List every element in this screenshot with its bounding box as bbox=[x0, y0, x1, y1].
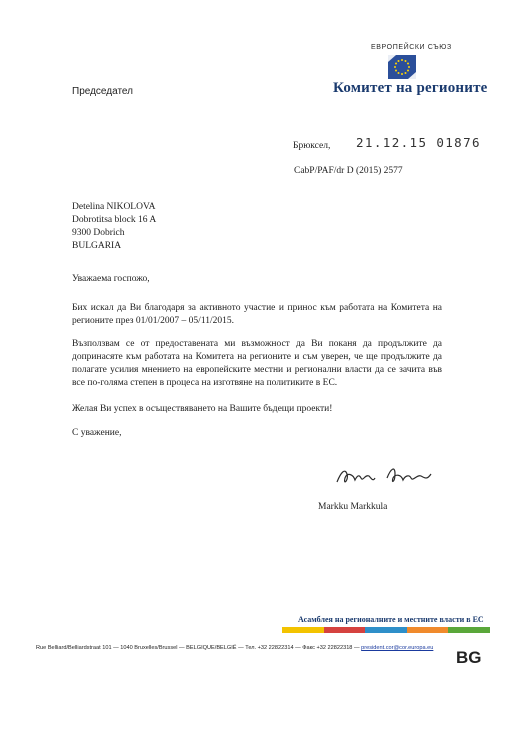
assembly-tagline: Асамблея на регионалните и местните власти в ЕС bbox=[298, 615, 484, 624]
recipient-name: Detelina NIKOLOVA bbox=[72, 202, 156, 212]
closing: С уважение, bbox=[72, 428, 122, 438]
signer-name: Markku Markkula bbox=[318, 502, 388, 512]
recipient-street: Dobrotitsa block 16 A bbox=[72, 215, 157, 225]
color-bar-blue bbox=[365, 627, 407, 633]
eu-union-label: ЕВРОПЕЙСКИ СЪЮЗ bbox=[371, 44, 452, 51]
recipient-address bbox=[72, 201, 156, 253]
color-bar-orange bbox=[407, 627, 449, 633]
language-code: BG bbox=[456, 648, 482, 667]
color-bar-green bbox=[448, 627, 490, 633]
eu-stars-logo-icon bbox=[388, 55, 416, 79]
date-stamp: 21.12.15 01876 bbox=[356, 135, 481, 150]
sender-title: Председател bbox=[72, 86, 133, 97]
footer-address: Rue Belliard/Belliardstraat 101 — 1040 Bruxelles/Brussel — BELGIQUE/BELGIË — Тел. +32 22822314 — Факс +32 22822318 — bbox=[36, 645, 362, 651]
color-bar-yellow bbox=[282, 627, 324, 633]
reference-number: CabP/PAF/dr D (2015) 2577 bbox=[294, 166, 403, 176]
handwritten-signature bbox=[333, 460, 437, 494]
recipient-city: 9300 Dobrich bbox=[72, 228, 125, 238]
footer-email-link[interactable]: president.cor@cor.europa.eu bbox=[361, 645, 434, 651]
paragraph-wishes: Желая Ви успех в осъществяването на Вашите бъдещи проекти! bbox=[72, 404, 333, 414]
color-bar-red bbox=[324, 627, 366, 633]
brand-color-bar bbox=[282, 627, 490, 633]
committee-name: Комитет на регионите bbox=[333, 80, 488, 96]
recipient-country: BULGARIA bbox=[72, 241, 122, 251]
paragraph-thanks: Бих искал да Ви благодаря за активното участие и принос към работата на Комитета на регионите през 01/01/2007 – 05/11/2015. bbox=[72, 303, 442, 326]
paragraph-invitation: Възползвам се от предоставената ми възможност да Ви поканя да продължите да допринасяте към работата на Комитета на регионите и съм уверен, че ще продължите да полагате усилия мнението на европейските местни и регионални власти да се зачита във все по-голяма степен в процеса на изготвяне на политиките в ЕС. bbox=[72, 339, 442, 388]
footer-contact bbox=[36, 645, 433, 651]
salutation: Уважаема госпожо, bbox=[72, 274, 150, 284]
place-label: Брюксел, bbox=[293, 141, 331, 151]
